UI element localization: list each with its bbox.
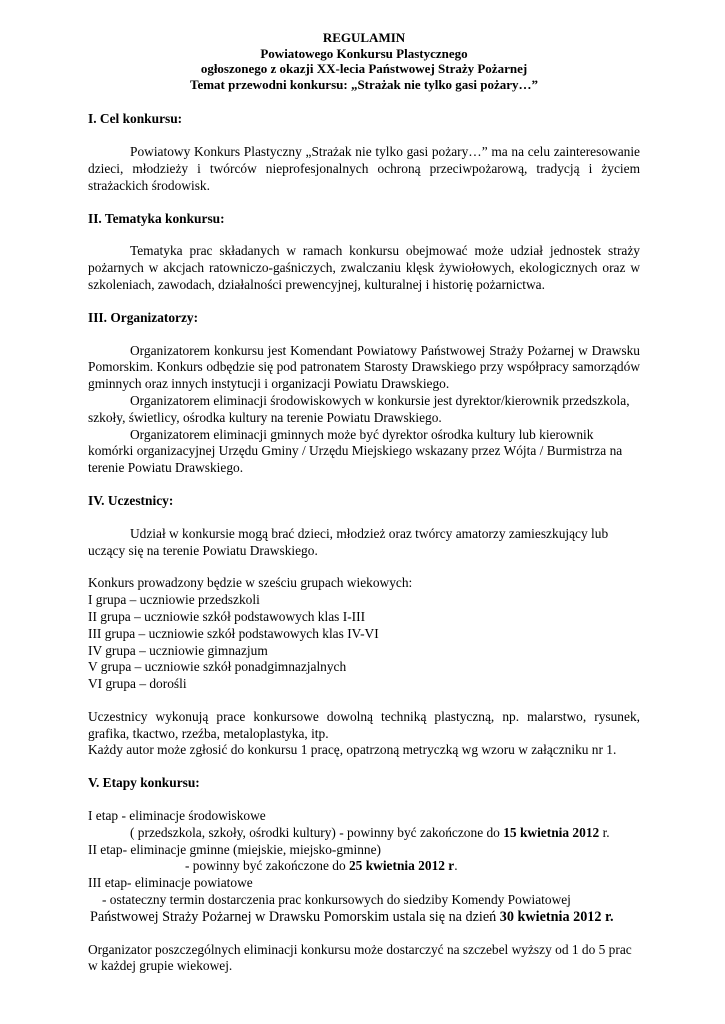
section-1-text: Powiatowy Konkurs Plastyczny „Strażak nie tylko gasi pożary…” ma na celu zainteresowanie dzieci, młodzieży i twórców nieprofesjonalnych ochroną przeciwpożarową, tradycją i życiem strażackich środowisk.	[88, 144, 640, 193]
section-4-heading: IV. Uczestnicy:	[88, 492, 174, 508]
stage-3-date: 30 kwietnia 2012 r.	[499, 908, 614, 925]
stage-2-deadline-text: - powinny być zakończone do	[185, 858, 349, 874]
age-group-item: VI grupa – dorośli	[88, 676, 187, 692]
section-2-text: Tematyka prac składanych w ramach konkursu obejmować może udział jednostek straży pożarnych w akcjach ratowniczo-gaśniczych, zwalczaniu klęsk żywiołowych, ekologicznych oraz w szkoleniach, zawodach, działalności prewencyjnej, kulturalnej i historię pożarnictwa.	[88, 243, 640, 292]
age-group-item: I grupa – uczniowie przedszkoli	[88, 592, 260, 608]
section-4-paragraph-2: Uczestnicy wykonują prace konkursowe dowolną techniką plastyczną, np. malarstwo, rysunek, grafika, tkactwo, rzeźba, metaloplastyka, itp.	[88, 708, 640, 741]
section-3-paragraph-1: Organizatorem konkursu jest Komendant Powiatowy Państwowej Straży Pożarnej w Drawsku Pomorskim. Konkurs odbędzie się pod patronatem Starosty Drawskiego przy współpracy samorządów gminnych oraz innych instytucji i organizacji Powiatu Drawskiego.	[88, 342, 640, 392]
age-group-item: V grupa – uczniowie szkół ponadgimnazjalnych	[88, 659, 347, 675]
stage-3-deadline-date-line	[88, 909, 640, 926]
section-3-paragraph-3: Organizatorem eliminacji gminnych może być dyrektor ośrodka kultury lub kierownik komórki organizacyjnej Urzędu Gminy / Urzędu Miejskiego wskazany przez Wójta / Burmistrza na terenie Powiatu Drawskiego.	[88, 426, 623, 476]
title-theme: Temat przewodni konkursu: „Strażak nie tylko gasi pożary…”	[189, 76, 539, 92]
title-occasion: ogłoszonego z okazji XX-lecia Państwowej Straży Pożarnej	[200, 61, 528, 77]
age-group-item: III grupa – uczniowie szkół podstawowych klas IV-VI	[88, 625, 379, 641]
groups-intro: Konkurs prowadzony będzie w sześciu grupach wiekowych:	[88, 575, 413, 591]
age-group-item: IV grupa – uczniowie gimnazjum	[88, 642, 268, 658]
title-contest-name: Powiatowego Konkursu Plastycznego	[260, 45, 468, 61]
title-regulamin: REGULAMIN	[322, 30, 406, 45]
section-1-heading: I. Cel konkursu:	[88, 111, 183, 127]
stage-2-date: 25 kwietnia 2012 r	[348, 858, 455, 874]
stage-1-title: I etap - eliminacje środowiskowe	[88, 808, 266, 824]
stage-2-title: II etap- eliminacje gminne (miejskie, miejsko-gminne)	[88, 841, 382, 857]
section-5-heading: V. Etapy konkursu:	[88, 775, 200, 791]
stage-1-deadline	[88, 825, 640, 842]
stage-3-deadline: - ostateczny termin dostarczenia prac konkursowych do siedziby Komendy Powiatowej	[102, 892, 571, 908]
stage-1-date: 15 kwietnia 2012	[503, 824, 600, 840]
section-4-paragraph-3: Każdy autor może zgłosić do konkursu 1 pracę, opatrzoną metryczką wg wzoru w załączniku nr 1.	[88, 742, 617, 758]
section-4-paragraph-1: Udział w konkursie mogą brać dzieci, młodzież oraz twórcy amatorzy zamieszkujący lub uczący się na terenie Powiatu Drawskiego.	[88, 525, 609, 558]
stage-1-deadline-end: r.	[599, 824, 610, 840]
section-3-paragraph-2: Organizatorem eliminacji środowiskowych w konkursie jest dyrektor/kierownik przedszkola, szkoły, świetlicy, ośrodka kultury na terenie Powiatu Drawskiego.	[88, 392, 630, 425]
document-page	[88, 30, 640, 975]
section-2-heading: II. Tematyka konkursu:	[88, 210, 225, 226]
stage-2-deadline	[88, 858, 640, 875]
stage-1-deadline-text: ( przedszkola, szkoły, ośrodki kultury) - powinny być zakończone do	[130, 824, 504, 840]
document-title	[88, 30, 640, 92]
stage-3-deadline-text: Państwowej Straży Pożarnej w Drawsku Pomorskim ustala się na dzień	[90, 908, 500, 925]
section-3-heading: III. Organizatorzy:	[88, 309, 199, 325]
age-group-item: II grupa – uczniowie szkół podstawowych klas I-III	[88, 608, 366, 624]
stage-2-deadline-end: .	[454, 858, 458, 874]
section-5-final-paragraph: Organizator poszczególnych eliminacji konkursu może dostarczyć na szczebel wyższy od 1 do 5 prac w każdej grupie wiekowej.	[88, 941, 632, 974]
age-groups-list	[88, 592, 640, 693]
stage-3-title: III etap- eliminacje powiatowe	[88, 875, 253, 891]
